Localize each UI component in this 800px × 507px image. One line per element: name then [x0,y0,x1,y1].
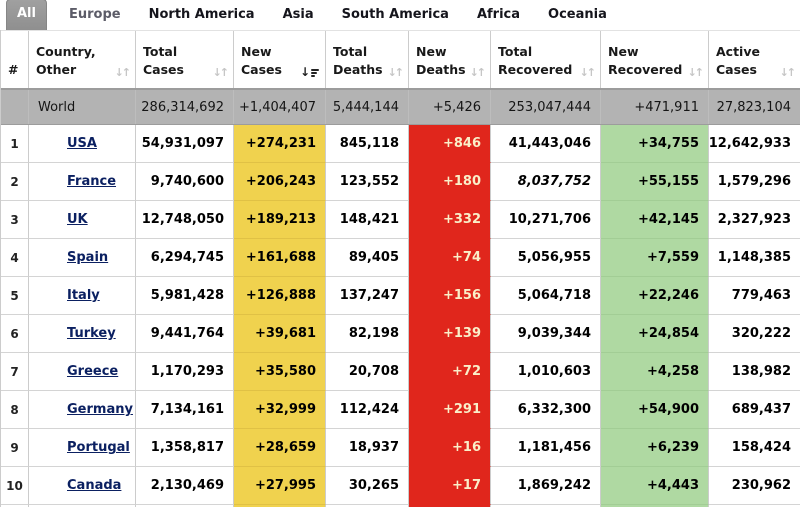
cell-active-cases: 2,327,923 [709,201,800,239]
sort-icon[interactable]: ↓↑ [579,65,594,79]
cell-new-recovered: +34,755 [601,125,709,163]
cell-active-cases: 779,463 [709,277,800,315]
country-cell [29,239,136,277]
country-link[interactable]: Greece [67,364,119,379]
cell-total-cases: 54,931,097 [136,125,234,163]
country-cell [29,391,136,429]
cell-total-deaths: 82,198 [326,315,409,353]
cell-active-cases: 138,982 [709,353,800,391]
country-link[interactable]: USA [67,136,97,151]
column-header-line1: Total [498,43,533,59]
cell-total-deaths: 30,265 [326,467,409,505]
column-header-line2: Other [36,61,77,77]
sort-desc-arrow-icon: ↓ [299,65,310,79]
cell-new-recovered: +6,239 [601,429,709,467]
covid-stats-table [0,30,800,507]
table-row [1,201,800,239]
world-new-recovered: +471,911 [601,90,709,124]
cell-new-recovered: +42,145 [601,201,709,239]
country-link[interactable]: France [67,174,117,189]
country-link[interactable]: Turkey [67,326,116,341]
cell-total-cases: 1,170,293 [136,353,234,391]
cell-total-cases: 2,130,469 [136,467,234,505]
column-header-line2: Recovered [608,61,683,77]
cell-new-deaths: +74 [409,239,491,277]
cell-active-cases: 1,579,296 [709,163,800,201]
tab-south-america[interactable]: South America [341,7,449,22]
cell-new-cases: +28,659 [234,429,326,467]
rank-cell: 1 [1,125,29,163]
country-link[interactable]: Portugal [67,440,130,455]
column-header-label [716,43,760,79]
column-header-line2: Deaths [416,61,466,77]
country-cell [29,353,136,391]
column-header-label [333,43,383,79]
column-header-line2: Cases [143,61,184,77]
table-row [1,391,800,429]
cell-new-recovered: +7,559 [601,239,709,277]
table-row [1,429,800,467]
cell-total-recovered: 10,271,706 [491,201,601,239]
world-total-cases: 286,314,692 [136,90,234,124]
column-header-total-cases[interactable] [136,31,234,88]
cell-active-cases: 689,437 [709,391,800,429]
table-body [1,125,800,505]
cell-total-recovered: 1,010,603 [491,353,601,391]
world-total-recovered: 253,047,444 [491,90,601,124]
cell-new-deaths: +156 [409,277,491,315]
table-row [1,467,800,505]
cell-total-deaths: 89,405 [326,239,409,277]
sort-icon[interactable]: ↓↑ [387,65,402,79]
cell-active-cases: 1,148,385 [709,239,800,277]
country-cell [29,467,136,505]
column-header-line1: New [608,43,639,59]
cell-new-cases: +161,688 [234,239,326,277]
rank-cell: 3 [1,201,29,239]
table-row [1,277,800,315]
cell-total-recovered: 41,443,046 [491,125,601,163]
cell-new-cases: +274,231 [234,125,326,163]
cell-new-recovered: +22,246 [601,277,709,315]
country-cell [29,163,136,201]
cell-total-cases: 9,740,600 [136,163,234,201]
cell-total-deaths: 20,708 [326,353,409,391]
table-row [1,353,800,391]
world-total-deaths: 5,444,144 [326,90,409,124]
cell-total-recovered: 1,181,456 [491,429,601,467]
cell-total-deaths: 18,937 [326,429,409,467]
rank-cell: 9 [1,429,29,467]
cell-new-cases: +126,888 [234,277,326,315]
cell-new-deaths: +16 [409,429,491,467]
cell-new-cases: +27,995 [234,467,326,505]
column-header-line2: Deaths [333,61,383,77]
cell-new-deaths: +139 [409,315,491,353]
cell-new-deaths: +291 [409,391,491,429]
sort-icon[interactable]: ↓↑ [469,65,484,79]
column-header-label [608,43,682,79]
column-header-label [36,43,96,79]
cell-active-cases: 158,424 [709,429,800,467]
cell-total-recovered: 5,056,955 [491,239,601,277]
cell-new-recovered: +4,443 [601,467,709,505]
column-header-label [143,43,184,79]
tab-asia[interactable]: Asia [282,7,314,22]
column-header-line2: Cases [716,61,757,77]
country-link[interactable]: Canada [67,478,122,493]
table-header-row [1,30,800,90]
column-header-line1: New [416,43,447,59]
cell-total-deaths: 148,421 [326,201,409,239]
rank-cell: 7 [1,353,29,391]
rank-cell: 10 [1,467,29,505]
column-header-line1: Country, [36,43,96,59]
rank-cell: 5 [1,277,29,315]
cell-new-cases: +32,999 [234,391,326,429]
tab-north-america[interactable]: North America [148,7,255,22]
table-row [1,125,800,163]
sort-icon[interactable]: ↓↑ [212,65,227,79]
column-header-line1: Total [333,43,368,59]
column-header-line1: New [241,43,272,59]
sort-icon[interactable]: ↓↑ [114,65,129,79]
cell-total-cases: 7,134,161 [136,391,234,429]
cell-new-deaths: +72 [409,353,491,391]
column-header-country[interactable] [29,31,136,88]
column-header-label [416,43,466,79]
table-row [1,315,800,353]
column-header-new-deaths[interactable] [409,31,491,88]
cell-new-cases: +35,580 [234,353,326,391]
country-link[interactable]: Italy [67,288,100,303]
tab-all[interactable]: All [6,0,47,30]
world-new-cases: +1,404,407 [234,90,326,124]
sort-icon[interactable]: ↓↑ [687,65,702,79]
column-header-line1: Active [716,43,760,59]
sort-desc-icon[interactable] [300,67,319,79]
cell-total-recovered: 5,064,718 [491,277,601,315]
world-rank-cell [1,90,29,124]
continent-tab-bar [0,0,800,30]
column-header-active-cases[interactable] [709,31,800,88]
sort-desc-bars-icon [311,68,319,78]
cell-total-deaths: 112,424 [326,391,409,429]
world-new-deaths: +5,426 [409,90,491,124]
country-link[interactable]: Spain [67,250,109,265]
column-header-total-deaths[interactable] [326,31,409,88]
table-row [1,163,800,201]
cell-new-recovered: +4,258 [601,353,709,391]
cell-total-deaths: 845,118 [326,125,409,163]
cell-new-cases: +206,243 [234,163,326,201]
column-header-total-recovered[interactable] [491,31,601,88]
tab-oceania[interactable]: Oceania [548,7,607,22]
column-header-line2: Recovered [498,61,573,77]
column-header-new-recovered[interactable] [601,31,709,88]
cell-new-deaths: +180 [409,163,491,201]
world-label: World [29,90,136,124]
cell-new-recovered: +55,155 [601,163,709,201]
cell-new-cases: +39,681 [234,315,326,353]
cell-total-recovered: 9,039,344 [491,315,601,353]
cell-active-cases: 320,222 [709,315,800,353]
cell-total-recovered: 8,037,752 [491,163,601,201]
column-header-label [498,43,572,79]
rank-cell: 4 [1,239,29,277]
cell-total-recovered: 6,332,300 [491,391,601,429]
column-header-line1: Total [143,43,178,59]
column-header-rank [1,31,29,88]
rank-cell: 6 [1,315,29,353]
tab-africa[interactable]: Africa [476,7,521,22]
country-cell [29,315,136,353]
sort-icon[interactable]: ↓↑ [779,65,794,79]
cell-total-cases: 12,748,050 [136,201,234,239]
country-link[interactable]: UK [67,212,88,227]
cell-total-cases: 6,294,745 [136,239,234,277]
cell-total-deaths: 137,247 [326,277,409,315]
cell-total-deaths: 123,552 [326,163,409,201]
country-cell [29,125,136,163]
rank-cell: 2 [1,163,29,201]
cell-new-recovered: +54,900 [601,391,709,429]
column-header-new-cases[interactable] [234,31,326,88]
cell-total-cases: 1,358,817 [136,429,234,467]
table-row [1,239,800,277]
cell-total-cases: 9,441,764 [136,315,234,353]
column-header-line2: Cases [241,61,282,77]
country-cell [29,277,136,315]
cell-new-deaths: +17 [409,467,491,505]
country-cell [29,429,136,467]
cell-new-deaths: +332 [409,201,491,239]
column-header-line1: # [8,61,19,77]
column-header-label [241,43,282,79]
rank-cell: 8 [1,391,29,429]
cell-new-cases: +189,213 [234,201,326,239]
cell-total-recovered: 1,869,242 [491,467,601,505]
world-active-cases: 27,823,104 [716,99,791,115]
cell-active-cases: 12,642,933 [709,125,800,163]
cell-active-cases: 230,962 [709,467,800,505]
world-summary-row [1,90,800,125]
column-header-label [8,61,18,79]
tab-europe[interactable]: Europe [68,7,121,22]
country-cell [29,201,136,239]
cell-new-deaths: +846 [409,125,491,163]
cell-total-cases: 5,981,428 [136,277,234,315]
country-link[interactable]: Germany [67,402,133,417]
cell-new-recovered: +24,854 [601,315,709,353]
